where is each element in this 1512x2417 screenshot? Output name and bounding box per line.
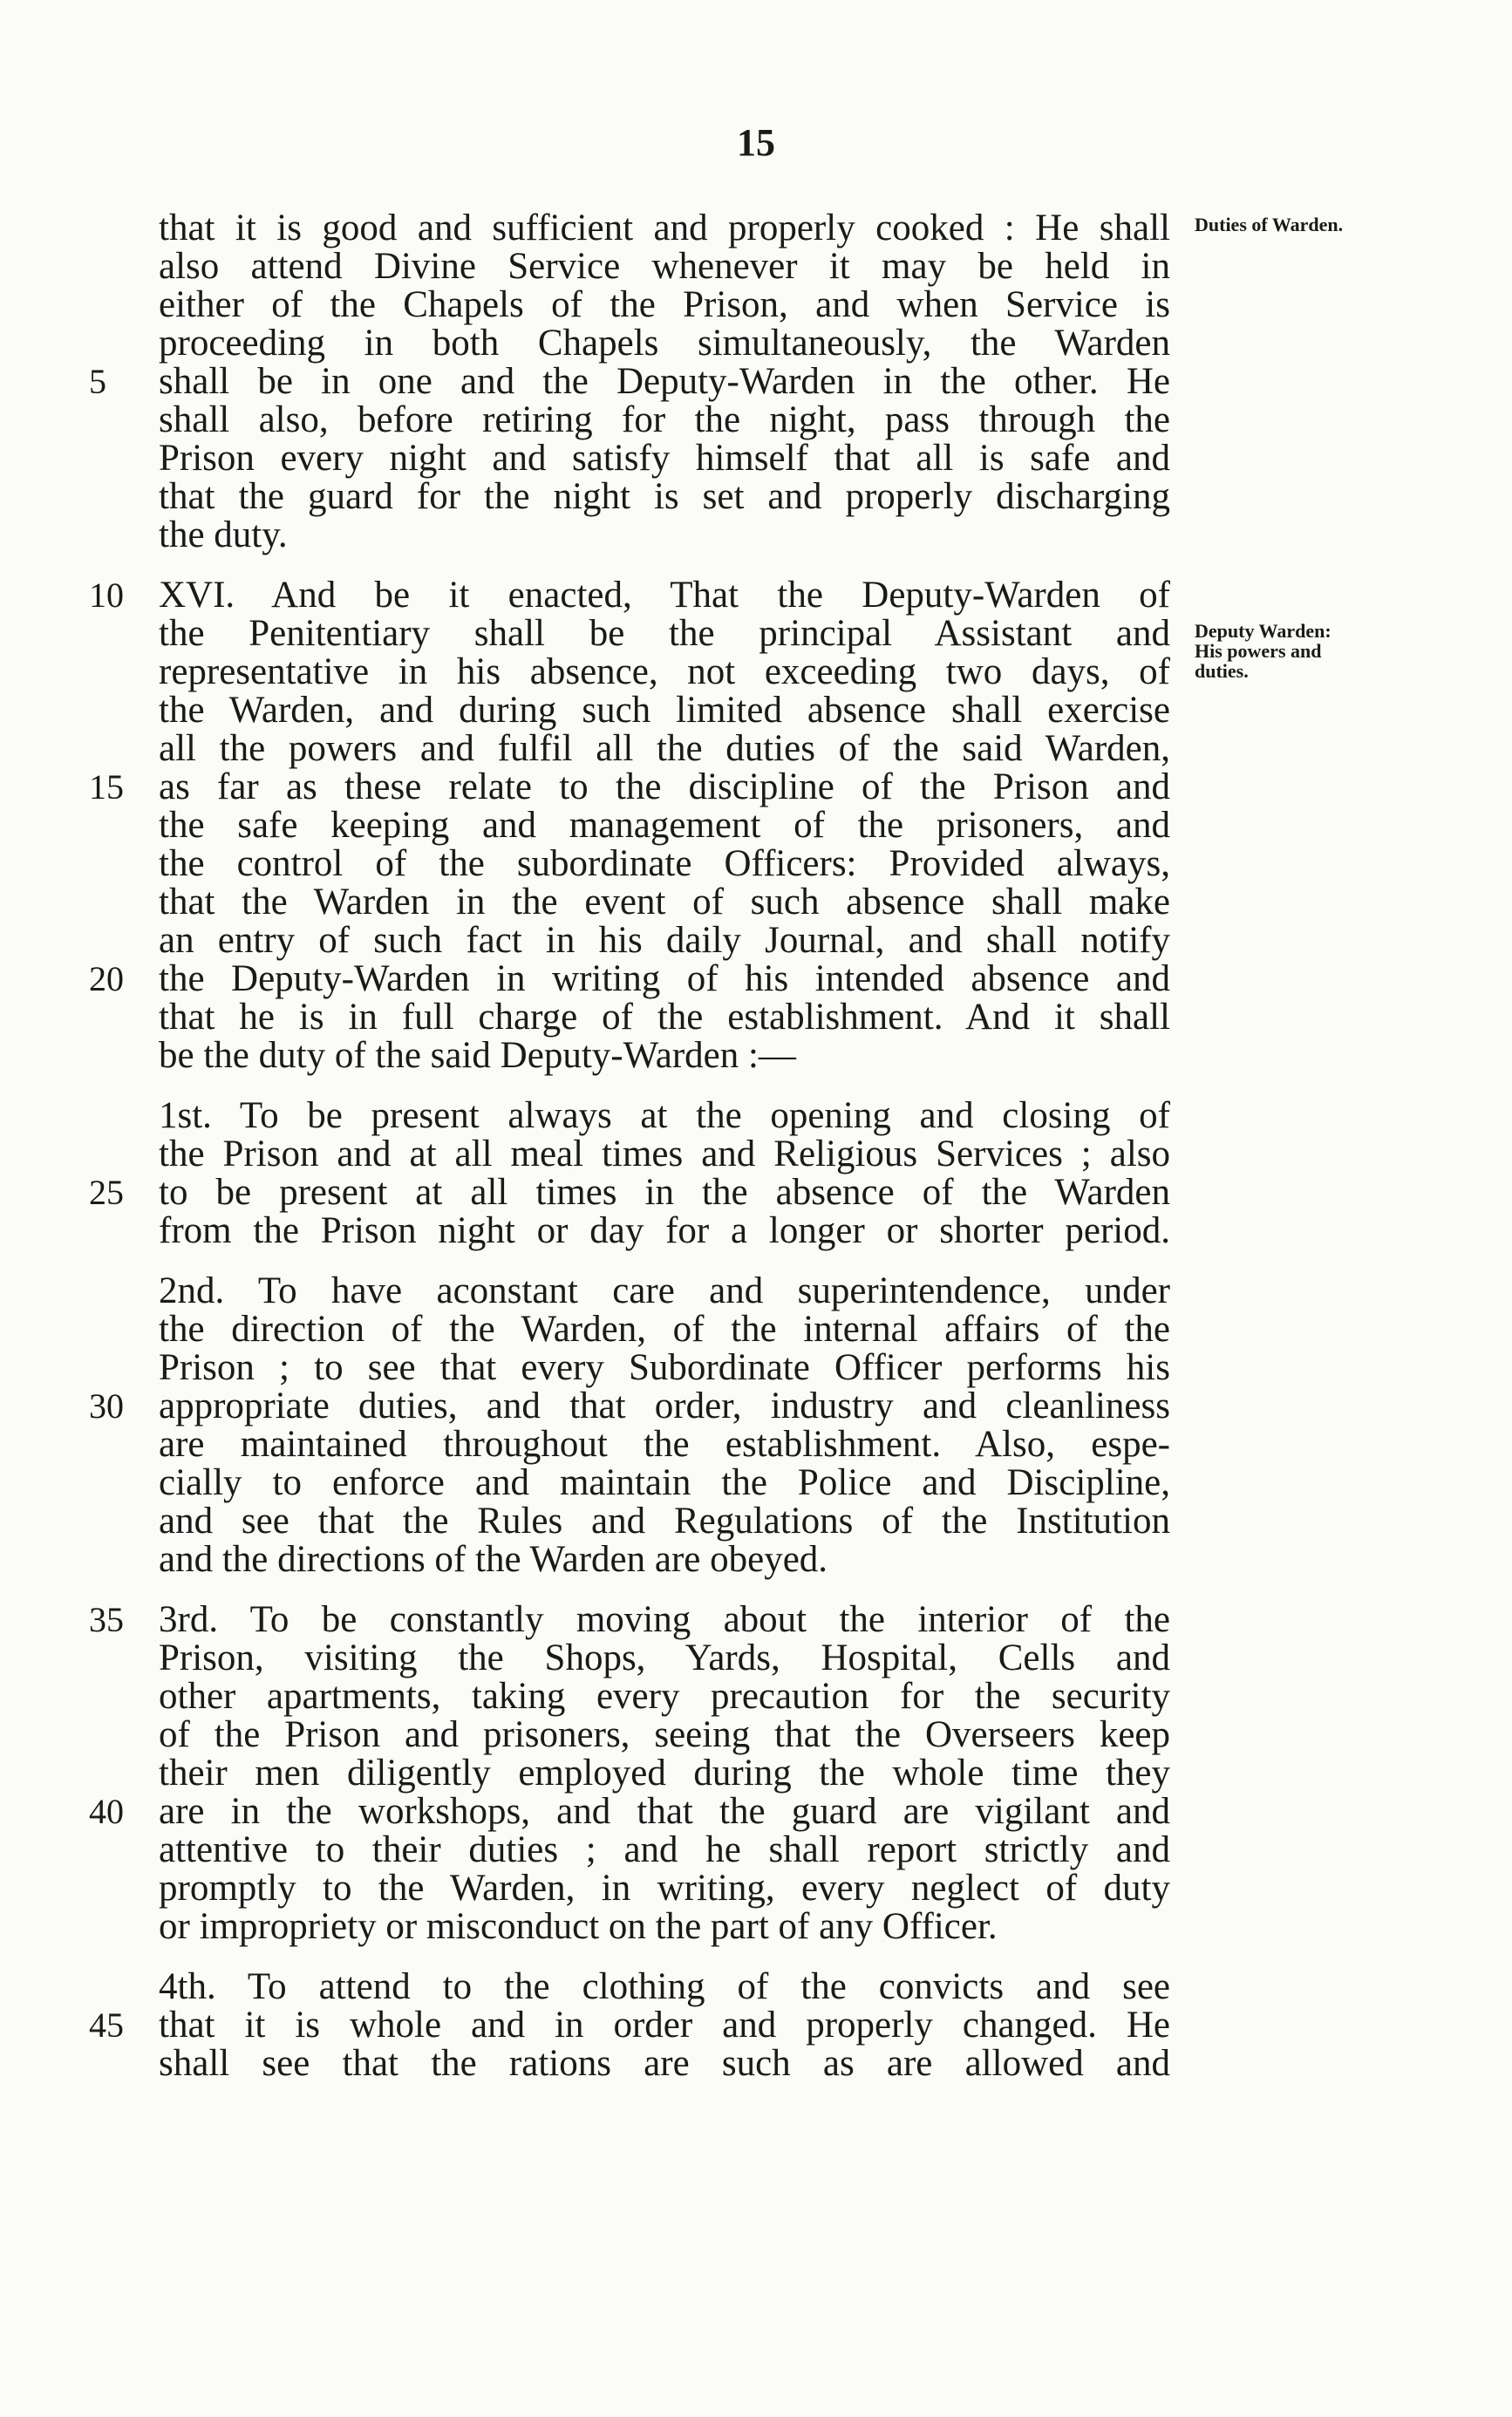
line-text: the Prison and at all meal times and Religious Services ; also: [159, 1134, 1170, 1174]
text-line: [159, 1716, 1170, 1754]
line-text: 3rd. To be constantly moving about the interior of the: [159, 1599, 1170, 1640]
line-text: the Deputy-Warden in writing of his intended absence and: [159, 958, 1170, 999]
text-line: [159, 1212, 1170, 1250]
text-line: [89, 575, 1170, 616]
line-text: that the Warden in the event of such absence shall make: [159, 882, 1170, 923]
text-line: [159, 922, 1170, 960]
line-text: all the powers and fulfil all the duties of the said Warden,: [159, 728, 1170, 769]
sidenote-duties-of-warden: Duties of Warden.: [1195, 214, 1344, 235]
text-line: [89, 958, 1170, 999]
line-text: their men diligently employed during the whole time they: [159, 1753, 1170, 1794]
line-text: the Penitentiary shall be the principal Assistant and: [159, 613, 1170, 654]
text-line: [159, 1426, 1170, 1464]
line-text: be the duty of the said Deputy-Warden :—: [159, 1035, 796, 1076]
text-line: [159, 883, 1170, 922]
text-line: [159, 2045, 1170, 2083]
line-text: Prison every night and satisfy himself that all is safe and: [159, 438, 1170, 479]
line-text: the Warden, and during such limited absence shall exercise: [159, 690, 1170, 731]
text-line: [159, 209, 1170, 248]
paragraph: [89, 575, 1170, 1076]
text-line: [159, 1037, 1170, 1075]
line-text: or impropriety or misconduct on the part of any Officer.: [159, 1906, 998, 1947]
text-line: [159, 1311, 1170, 1349]
line-text: the duty.: [159, 514, 288, 555]
line-number: 10: [89, 575, 124, 615]
text-line: [159, 1968, 1170, 2006]
text-line: [159, 1541, 1170, 1579]
text-line: [159, 615, 1170, 653]
text-line: [89, 1791, 1170, 1832]
text-line: [159, 691, 1170, 730]
line-text: shall also, before retiring for the night, pass through the: [159, 399, 1170, 440]
line-number: 5: [89, 362, 106, 401]
line-text: and the directions of the Warden are obeyed.: [159, 1539, 828, 1580]
line-text: as far as these relate to the discipline of the Prison and: [159, 766, 1170, 807]
line-number: 25: [89, 1173, 124, 1212]
line-text: that he is in full charge of the establishment. And it shall: [159, 997, 1170, 1038]
text-line: [89, 1599, 1170, 1640]
line-text: the control of the subordinate Officers: Provided always,: [159, 843, 1170, 884]
line-text: the safe keeping and management of the prisoners, and: [159, 805, 1170, 846]
line-number: 15: [89, 767, 124, 807]
text-line: [89, 766, 1170, 807]
paragraph: [89, 208, 1170, 555]
text-line: [159, 807, 1170, 845]
line-number: 45: [89, 2005, 124, 2045]
line-text: of the Prison and prisoners, seeing that the Overseers keep: [159, 1714, 1170, 1755]
line-text: shall be in one and the Deputy-Warden in the other. He: [159, 361, 1170, 402]
paragraph: [89, 1095, 1170, 1251]
line-text: also attend Divine Service whenever it may be held in: [159, 246, 1170, 287]
text-line: [159, 401, 1170, 439]
text-line: [89, 361, 1170, 402]
line-text: Prison, visiting the Shops, Yards, Hospital, Cells and: [159, 1637, 1170, 1678]
line-text: proceeding in both Chapels simultaneously, the Warden: [159, 323, 1170, 364]
line-number: 40: [89, 1792, 124, 1831]
text-line: [159, 1754, 1170, 1793]
line-text: 4th. To attend to the clothing of the convicts and see: [159, 1966, 1170, 2007]
line-text: shall see that the rations are such as are allowed and: [159, 2043, 1170, 2084]
text-line: [159, 1502, 1170, 1541]
line-text: either of the Chapels of the Prison, and when Service is: [159, 284, 1170, 325]
text-line: [159, 1464, 1170, 1502]
paragraph: [89, 1599, 1170, 1947]
paragraph: [89, 1966, 1170, 2084]
text-line: [159, 845, 1170, 883]
line-text: cially to enforce and maintain the Police and Discipline,: [159, 1462, 1170, 1503]
text-line: [159, 1349, 1170, 1387]
line-text: that it is good and sufficient and properly cooked : He shall: [159, 208, 1170, 249]
body-text: [89, 208, 1170, 2084]
line-number: 20: [89, 959, 124, 998]
text-line: [159, 730, 1170, 768]
text-line: [159, 478, 1170, 516]
text-line: [159, 516, 1170, 555]
text-line: [159, 1272, 1170, 1311]
line-text: that it is whole and in order and properly changed. He: [159, 2005, 1170, 2046]
text-line: [89, 1172, 1170, 1213]
text-line: [159, 1831, 1170, 1869]
sidenote-deputy-warden: Deputy Warden: His powers and duties.: [1195, 620, 1332, 682]
line-text: from the Prison night or day for a longer or shorter period.: [159, 1210, 1170, 1251]
line-text: the direction of the Warden, of the internal affairs of the: [159, 1309, 1170, 1350]
line-text: XVI. And be it enacted, That the Deputy-Warden of: [159, 575, 1170, 616]
line-text: promptly to the Warden, in writing, every neglect of duty: [159, 1868, 1170, 1909]
line-text: other apartments, taking every precaution for the security: [159, 1676, 1170, 1717]
text-line: [159, 1639, 1170, 1678]
line-text: representative in his absence, not exceeding two days, of: [159, 651, 1170, 692]
line-text: 1st. To be present always at the opening and closing of: [159, 1095, 1170, 1136]
line-text: 2nd. To have aconstant care and superintendence, under: [159, 1270, 1170, 1311]
line-text: Prison ; to see that every Subordinate Officer performs his: [159, 1347, 1170, 1388]
text-line: [159, 286, 1170, 324]
line-text: are in the workshops, and that the guard are vigilant and: [159, 1791, 1170, 1832]
text-line: [89, 1386, 1170, 1426]
line-text: that the guard for the night is set and properly discharging: [159, 476, 1170, 517]
page-number: 15: [737, 121, 775, 164]
text-line: [159, 1097, 1170, 1135]
text-line: [159, 653, 1170, 691]
text-line: [159, 324, 1170, 363]
line-text: an entry of such fact in his daily Journal, and shall notify: [159, 920, 1170, 961]
paragraph: [89, 1270, 1170, 1580]
line-text: are maintained throughout the establishment. Also, espe-: [159, 1424, 1170, 1465]
text-line: [159, 998, 1170, 1037]
line-text: appropriate duties, and that order, industry and cleanliness: [159, 1386, 1170, 1426]
text-line: [159, 1135, 1170, 1174]
line-number: 35: [89, 1600, 124, 1639]
text-line: [159, 248, 1170, 286]
text-line: [159, 439, 1170, 478]
text-line: [89, 2005, 1170, 2046]
text-line: [159, 1869, 1170, 1908]
line-number: 30: [89, 1386, 124, 1426]
text-line: [159, 1908, 1170, 1946]
text-line: [159, 1678, 1170, 1716]
line-text: and see that the Rules and Regulations of the Institution: [159, 1501, 1170, 1542]
line-text: attentive to their duties ; and he shall report strictly and: [159, 1829, 1170, 1870]
line-text: to be present at all times in the absence of the Warden: [159, 1172, 1170, 1213]
